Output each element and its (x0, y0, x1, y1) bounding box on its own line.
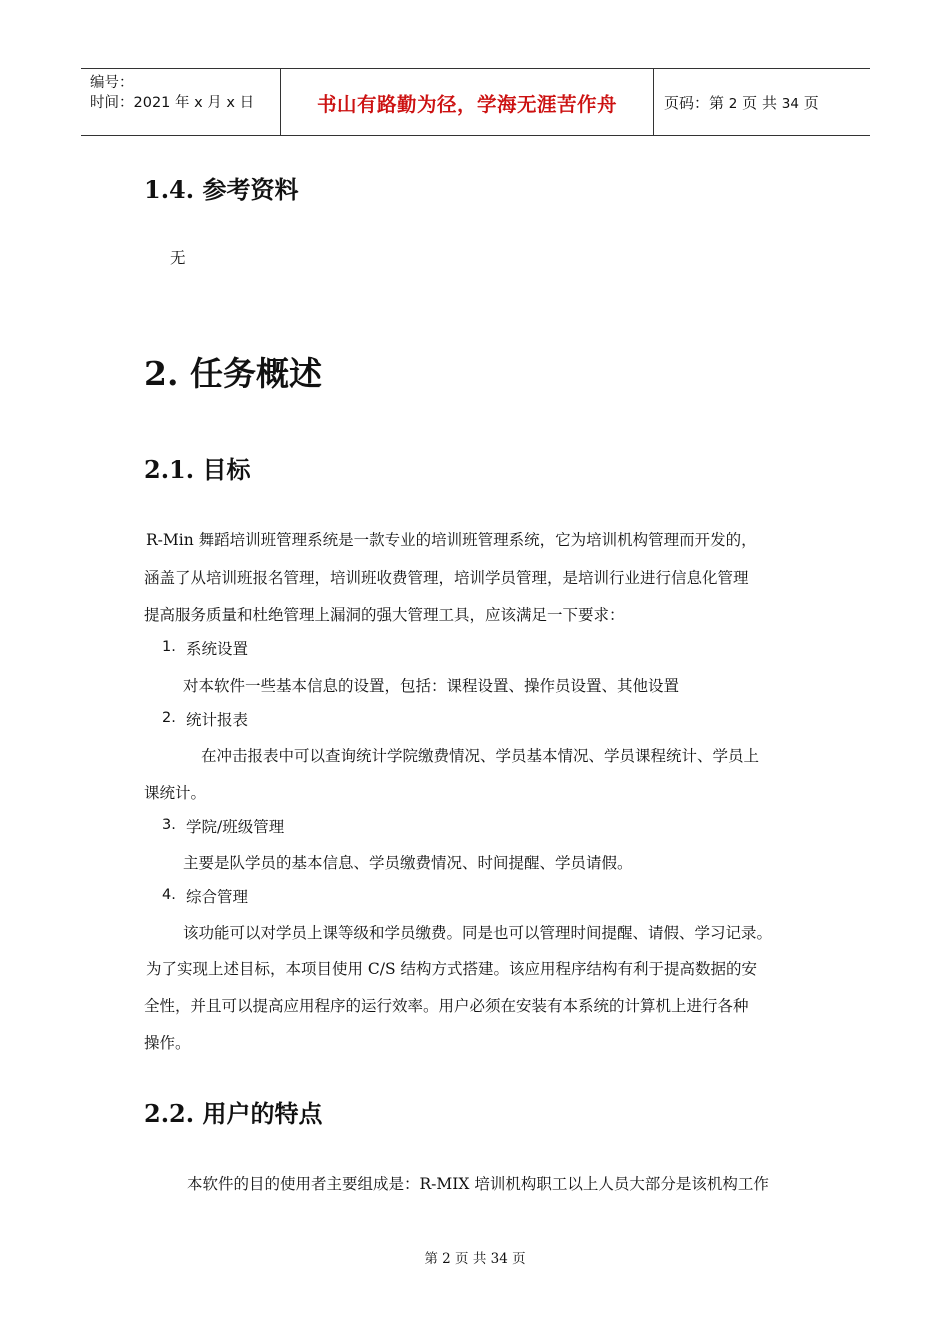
list-item-4-desc: 该功能可以对学员上课等级和学员缴费。同是也可以管理时间提醒、请假、学习记录。 (183, 924, 773, 942)
page-header (81, 68, 870, 136)
list-item-1-number: 1. (162, 639, 176, 655)
heading-2-2: 2.2. 用户的特点 (144, 1099, 323, 1128)
heading-1-4: 1.4. 参考资料 (144, 175, 299, 204)
header-page-end: 页 (803, 93, 819, 112)
list-item-3-number: 3. (162, 817, 176, 833)
heading-2: 2. 任务概述 (144, 354, 322, 393)
list-item-2-number: 2. (162, 710, 176, 726)
closing-line-1: 为了实现上述目标，本项目使用 C/S 结构方式搭建。该应用程序结构有利于提高数据的安 (146, 960, 758, 978)
header-page-total: 34 (781, 95, 799, 112)
intro-line-1: R-Min 舞蹈培训班管理系统是一款专业的培训班管理系统，它为培训机构管理而开发的， (146, 531, 757, 549)
intro-line-3: 提高服务质量和杜绝管理上漏洞的强大管理工具，应该满足一下要求： (144, 606, 625, 624)
header-number: 编号： (90, 75, 134, 91)
list-item-4-label: 综合管理 (186, 888, 249, 906)
closing-line-2: 全性，并且可以提高应用程序的运行效率。用户必须在安装有本系统的计算机上进行各种 (144, 997, 749, 1015)
heading-2-1: 2.1. 目标 (144, 455, 251, 484)
header-page-mid: 页 共 (742, 93, 777, 112)
list-item-1-label: 系统设置 (186, 640, 249, 658)
page-footer: 第 2 页 共 34 页 (424, 1251, 526, 1267)
intro-line-2: 涵盖了从培训班报名管理，培训班收费管理，培训学员管理，是培训行业进行信息化管理 (144, 569, 749, 587)
header-page-current: 2 (728, 95, 738, 112)
header-motto-cell (281, 69, 654, 135)
header-motto: 书山有路勤为径，学海无涯苦作舟 (316, 93, 617, 116)
header-page (654, 69, 870, 135)
closing-line-3: 操作。 (144, 1034, 191, 1052)
list-item-3-desc: 主要是队学员的基本信息、学员缴费情况、时间提醒、学员请假。 (183, 854, 633, 872)
list-item-2-desc-cont: 课统计。 (144, 784, 207, 802)
list-item-4-number: 4. (162, 887, 176, 903)
list-item-1-desc: 对本软件一些基本信息的设置，包括：课程设置、操作员设置、其他设置 (183, 677, 680, 695)
header-time: 时间：2021 年 x 月 x 日 (90, 95, 255, 111)
list-item-2-label: 统计报表 (186, 711, 249, 729)
header-meta (81, 69, 281, 135)
section-2-2-line-1: 本软件的目的使用者主要组成是：R-MIX 培训机构职工以上人员大部分是该机构工作 (187, 1175, 769, 1193)
list-item-2-desc: 在冲击报表中可以查询统计学院缴费情况、学员基本情况、学员课程统计、学员上 (201, 747, 760, 765)
list-item-3-label: 学院/班级管理 (186, 818, 285, 836)
header-page-label: 页码：第 (664, 93, 725, 112)
section-1-4-body: 无 (170, 249, 186, 267)
